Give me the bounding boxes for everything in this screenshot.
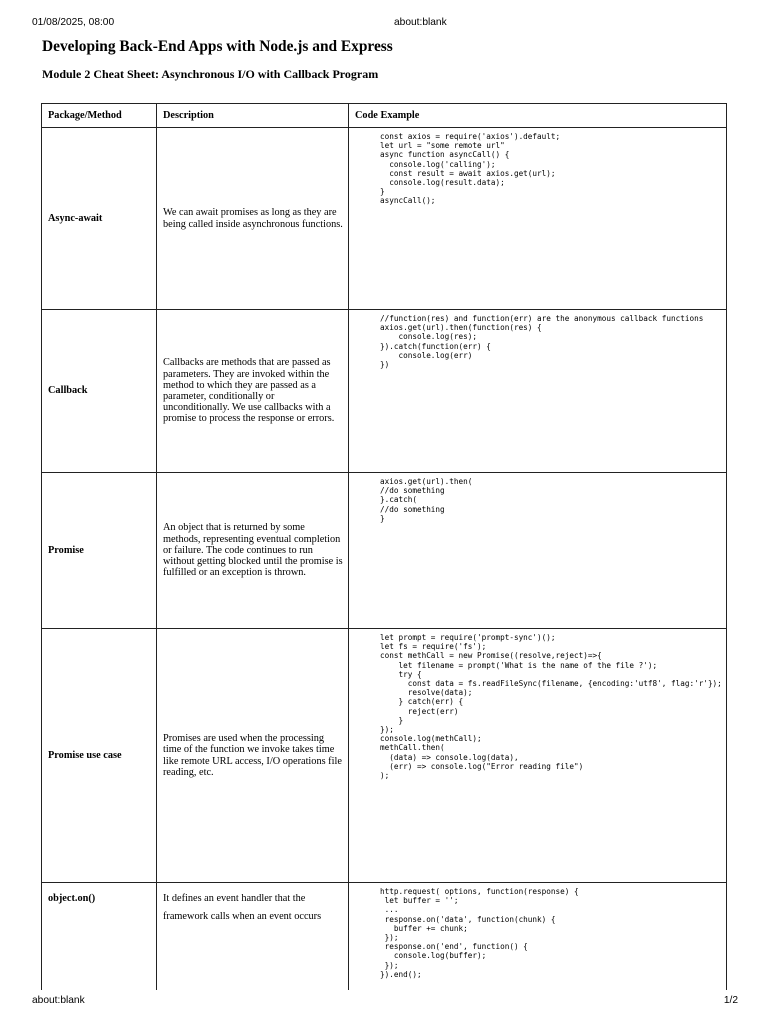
page-title: Developing Back-End Apps with Node.js and Express [42, 38, 393, 55]
method-name: Promise [48, 544, 84, 556]
code-cell [349, 473, 726, 628]
table-row [42, 127, 726, 309]
method-cell [42, 128, 157, 309]
table-row [42, 628, 726, 882]
table-row [42, 309, 726, 472]
description-cell [157, 883, 349, 990]
code-example: http.request( options, function(response) { let buffer = ''; ... response.on('data', function(chunk) { buffer += chunk; }); response.on('end', function() { console.log(buffer); }); }).end(); [380, 887, 579, 979]
description-text: An object that is returned by some methods, representing eventual completion or failure. The code continues to run without getting blocked until the promise is fulfilled or an exception is thrown. [163, 522, 343, 579]
page-subtitle: Module 2 Cheat Sheet: Asynchronous I/O with Callback Program [42, 67, 379, 81]
column-header-cell [42, 104, 157, 127]
method-cell [42, 310, 157, 472]
method-name: object.on() [48, 893, 96, 904]
column-header-description: Description [163, 109, 214, 121]
description-text: Promises are used when the processing time of the function we invoke takes time like remote URL access, I/O operations file reading, etc. [163, 733, 342, 778]
description-cell [157, 473, 349, 628]
code-cell [349, 629, 726, 882]
page-number: 1/2 [723, 995, 738, 1006]
code-example: //function(res) and function(err) are the anonymous callback functions axios.get(url).then(function(res) { console.log(res); }).catch(function(err) { console.log(err) }) [380, 314, 704, 370]
table-header-row [42, 103, 726, 127]
code-example: let prompt = require('prompt-sync')(); let fs = require('fs'); const methCall = new Promise((resolve,reject)=>{ let filename = prompt('What is the name of the file ?'); try { const data = fs.readFileSync(filename, {encoding:'utf8', flag:'r'}); resolve(data); } catch(err) { reject(err) } }); console.log(methCall); methCall.then( (data) => console.log(data), (err) => console.log("Error reading file") ); [380, 633, 722, 781]
description-cell [157, 310, 349, 472]
print-datetime: 01/08/2025, 08:00 [32, 17, 115, 28]
column-header-code-example: Code Example [355, 109, 420, 121]
description-text: It defines an event handler that the framework calls when an event occurs [163, 893, 322, 922]
column-header-cell [157, 104, 349, 127]
column-header-package-method: Package/Method [48, 109, 122, 121]
code-cell [349, 883, 726, 990]
description-cell [157, 128, 349, 309]
code-cell [349, 310, 726, 472]
column-header-cell [349, 104, 726, 127]
method-name: Promise use case [48, 749, 122, 761]
print-header-url: about:blank [394, 17, 447, 28]
description-text: Callbacks are methods that are passed as parameters. They are invoked within the method to which they are passed as a parameter, conditionally or unconditionally. We use callbacks with a promise to process the response or errors. [163, 357, 335, 425]
description-text: We can await promises as long as they are being called inside asynchronous functions. [163, 207, 343, 230]
print-footer-url: about:blank [32, 995, 85, 1006]
method-name: Callback [48, 385, 88, 397]
table-row [42, 882, 726, 990]
table-row [42, 472, 726, 628]
method-cell [42, 473, 157, 628]
method-name: Async-await [48, 212, 103, 224]
code-cell [349, 128, 726, 309]
method-cell [42, 629, 157, 882]
description-cell [157, 629, 349, 882]
code-example: const axios = require('axios').default; let url = "some remote url" async function asyncCall() { console.log('calling'); const result = await axios.get(url); console.log(result.data); } asyncCall(); [380, 132, 561, 206]
method-cell [42, 883, 157, 990]
cheat-sheet-table [41, 103, 727, 990]
code-example: axios.get(url).then( //do something }.catch( //do something } [380, 477, 473, 523]
